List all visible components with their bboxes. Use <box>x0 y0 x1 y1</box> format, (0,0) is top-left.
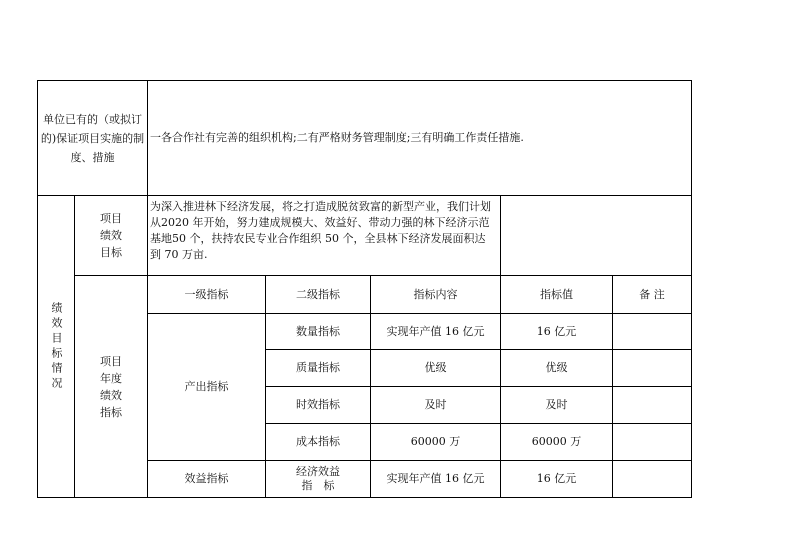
table-cell-value: 及时 <box>545 398 568 411</box>
institution-label <box>38 81 147 195</box>
table-cell-secondary: 时效指标 <box>296 398 340 411</box>
table-cell-remark <box>613 350 691 386</box>
output-indicator-group: 产出指标 <box>184 380 229 393</box>
project-goal-label-line: 目标 <box>100 246 122 259</box>
table-cell-content: 60000 万 <box>410 435 461 448</box>
annual-indicator-label <box>75 276 147 497</box>
table-cell-value: 60000 万 <box>531 435 582 448</box>
table-cell-remark <box>613 424 691 460</box>
header-secondary-indicator: 二级指标 <box>296 287 340 301</box>
institution-content: 一各合作社有完善的组织机构;二有严格财务管理制度;三有明确工作责任措施. <box>150 131 524 144</box>
header-primary-indicator: 一级指标 <box>184 287 229 301</box>
annual-indicator-label-line: 绩效 <box>100 388 122 402</box>
project-goal-label-line: 项目 <box>100 212 122 225</box>
annual-indicator-label-line: 项目 <box>100 354 122 368</box>
project-goal-text: 为深入推进林下经济发展，将之打造成脱贫致富的新型产业，我们计划从2020 年开始，努力建成规模大、效益好、带动力强的林下经济示范基地50 个，扶持农民专业合作组织 50 个，全县林下经济发展面积达到 70 万亩. <box>150 200 491 261</box>
project-goal-label-line: 绩效 <box>100 229 122 242</box>
table-cell-value: 16 亿元 <box>536 324 577 338</box>
annual-indicator-label-line: 指标 <box>100 405 122 419</box>
institution-label-line: 的)保证项目实施的制 <box>40 131 145 145</box>
table-cell-secondary: 成本指标 <box>296 435 340 448</box>
table-border <box>500 195 501 276</box>
table-cell-content: 实现年产值 16 亿元 <box>386 324 485 338</box>
table-cell-value: 16 亿元 <box>536 472 577 485</box>
institution-label-line: 度、措施 <box>70 150 115 164</box>
header-remark: 备 注 <box>639 287 665 301</box>
table-cell-content: 及时 <box>424 398 447 411</box>
table-cell-secondary <box>266 461 370 497</box>
annual-indicator-label-line: 年度 <box>100 371 122 385</box>
table-border <box>37 497 692 498</box>
performance-section-label-text: 绩效目标情况 <box>50 301 63 392</box>
performance-section-label <box>38 196 74 497</box>
project-goal-label <box>75 196 147 275</box>
header-indicator-value: 指标值 <box>540 287 573 301</box>
table-cell-secondary: 质量指标 <box>296 361 340 374</box>
benefit-secondary-line: 指 标 <box>301 479 335 492</box>
table-cell-value: 优级 <box>545 361 568 374</box>
table-cell-remark <box>613 461 691 497</box>
table-cell-remark <box>613 387 691 423</box>
table-cell-content: 实现年产值 16 亿元 <box>386 472 485 485</box>
benefit-indicator-group: 效益指标 <box>184 472 229 485</box>
header-indicator-content: 指标内容 <box>413 287 458 301</box>
table-cell-content: 优级 <box>424 361 447 374</box>
table-cell-secondary: 数量指标 <box>296 324 340 338</box>
table-cell-remark <box>613 314 691 349</box>
institution-label-line: 单位已有的（或拟订 <box>43 112 142 126</box>
benefit-secondary-line: 经济效益 <box>296 465 340 478</box>
table-border <box>691 80 692 498</box>
